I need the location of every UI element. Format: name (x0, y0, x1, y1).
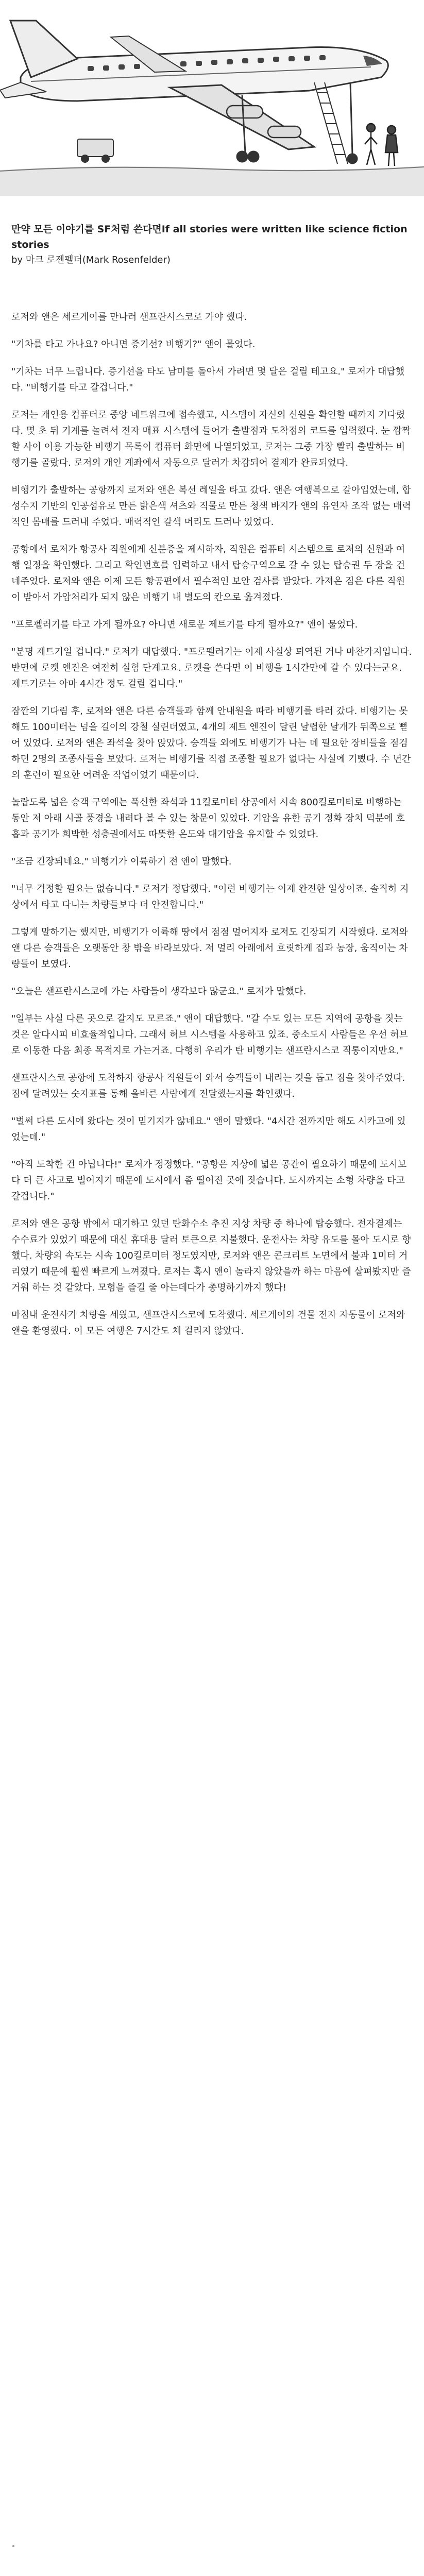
story-paragraph: 로저와 앤은 공항 밖에서 대기하고 있던 탄화수소 추진 지상 차량 중 하나에 탑승했다. 전자결제는 수수료가 있었기 때문에 대신 휴대용 달러 토큰으로 지불했다. 운전사는 차량 유도를 몰아 도시로 향했다. 차량의 속도는 시속 100킬로미터 정도였지만, 로저와 앤은 콘크리트 노면에서 불과 1미터 거리였기 때문에 훨씬 빠르게 느껴졌다. 로저는 혹시 앤이 놀라지 않았을까 하는 마음에 살펴봤지만 즐거워 하는 것 같았다. 모험을 즐길 줄 아는데다가 총명하기까지 했다! (11, 1218, 411, 1293)
hero-illustration (0, 0, 424, 196)
story-paragraph: 로저와 앤은 세르게이를 만나러 샌프란시스코로 가야 했다. (11, 312, 247, 323)
story-paragraph: "기차는 너무 느립니다. 증기선을 타도 남미를 돌아서 가려면 몇 달은 걸릴 테고요." 로저가 대답했다. "비행기를 타고 갈겁니다." (11, 366, 405, 393)
story-paragraph: "일부는 사실 다른 곳으로 갈지도 모르죠." 앤이 대답했다. "갈 수도 있는 모든 지역에 공항을 짓는 것은 알다시피 비효율적입니다. 그래서 허브 시스템을 사용하고 있죠. 중소도시 사람들은 우선 허브로 이동한 다음 최종 목적지로 가는거죠. 다행히 우리가 탄 비행기는 샌프란시스코 직통이지만요." (11, 1013, 408, 1056)
story-paragraph: "너무 걱정할 필요는 없습니다." 로저가 정답했다. "이런 비행기는 이제 완전한 일상이죠. 솔직히 지상에서 타고 다니는 차량들보다 더 안전합니다." (11, 884, 409, 910)
story-paragraph: 비행기가 출발하는 공항까지 로저와 앤은 복선 레일을 타고 갔다. 앤은 여행복으로 갈아입었는데, 합성수지 기반의 인공섬유로 만든 밝은색 셔츠와 직물로 만든 청색 바지가 앤의 유연자 조작 없는 매력적인 몸매를 드러내 주었다. 매력적인 갈색 머리도 드러나 있었다. (11, 485, 411, 528)
article-byline: by 마크 로젠펠더(Mark Rosenfelder) (11, 255, 171, 265)
story-paragraph: 그렇게 말하기는 했지만, 비행기가 이륙해 땅에서 점점 멀어지자 로저도 긴장되기 시작했다. 로저와 앤 다른 승객들은 오랫동안 창 밖을 바라보았다. 저 멀리 아래에서 흐릿하게 집과 농장, 움직이는 차량들이 보였다. (11, 927, 408, 970)
story-paragraph: "벌써 다른 도시에 왔다는 것이 믿기지가 않네요." 앤이 말했다. "4시간 전까지만 해도 시카고에 있었는데." (11, 1116, 406, 1143)
story-paragraph: 공항에서 로저가 항공사 직원에게 신분증을 제시하자, 직원은 컴퓨터 시스템으로 로저의 신원과 여행 일정을 확인했다. 그리고 확인번호를 입력하고 내서 탑승구역으로 갈 수 있는 탑승권 두 장을 건네주었다. 로저와 앤은 이제 모든 항공편에서 필수적인 보안 검사를 받았다. 가져온 짐은 다른 직원이 받아서 가압처리가 되지 않은 비행기 내 별도의 칸으로 옮겨졌다. (11, 544, 405, 603)
engine-shape (268, 126, 301, 138)
story-paragraph: "조금 긴장되네요." 비행기가 이륙하기 전 앤이 말했다. (11, 856, 232, 867)
story-paragraph: "프로펠러기를 타고 가게 될까요? 아니면 새로운 제트기를 타게 될까요?" 앤이 물었다. (11, 619, 358, 630)
story-paragraph: 마침내 운전사가 차량을 세웠고, 샌프란시스코에 도착했다. 세르게이의 건물 전자 자동물이 로저와 앤을 환영했다. 이 모든 여행은 7시간도 채 걸리지 않았다. (11, 1310, 405, 1336)
passenger-figures (365, 124, 398, 166)
boarding-stairs (314, 82, 348, 164)
story-paragraph: "기차를 타고 가나요? 아니면 증기선? 비행기?" 앤이 물었다. (11, 339, 256, 350)
story-paragraph: 잠깐의 기다림 후, 로저와 앤은 다른 승객들과 함께 안내원을 따라 비행기를 타러 갔다. 비행기는 못해도 100미터는 넘을 길이의 강철 실린더였고, 4개의 제트 엔진이 달린 날렵한 날개가 뒤쪽으로 뻗어 있었다. 로저와 앤은 좌석을 찾아 앉았다. 승객들 외에도 비행기가 나는 데 필요한 장비들을 점검하던 2명의 조종사들을 보았다. 로저는 비행기를 직접 조종할 필요가 없다는 사실에 기뻤다. 수 년간의 훈련이 필요한 어려운 작업이었기 때문이다. (11, 706, 411, 781)
airplane-illustration (0, 0, 424, 196)
engine-shape (227, 106, 263, 118)
article-title: 만약 모든 이야기를 SF처럼 쓴다면If all stories were written like science fiction stories (11, 224, 408, 250)
story-body (11, 309, 413, 1350)
story-paragraph: "오늘은 샌프란시스코에 가는 사람들이 생각보다 많군요." 로저가 말했다. (11, 986, 307, 997)
ground-vehicle (77, 139, 113, 162)
ground-shape (0, 166, 424, 196)
story-paragraph: 놀랍도록 넓은 승객 구역에는 푹신한 좌석과 11킬로미터 상공에서 시속 800킬로미터로 비행하는 동안 저 아래 시골 풍경을 내려다 볼 수 있는 창문이 있었다. 기압을 유한 공기 정화 장치 덕분에 호흡과 공기가 희박한 성층권에서도 따뜻한 온도와 대기압을 유지할 수 있었다. (11, 797, 405, 840)
story-paragraph: "아직 도착한 건 아닙니다!" 로저가 정정했다. "공항은 지상에 넓은 공간이 필요하기 때문에 도시보다 더 큰 사고로 벌어지기 때문에 도시에서 좀 떨어진 곳에 짓습니다. 도시까지는 소형 차량을 타고 갈겁니다." (11, 1159, 407, 1202)
story-paragraph: 샌프란시스코 공항에 도착하자 항공사 직원들이 와서 승객들이 내리는 것을 돕고 짐을 찾아주었다. 짐에 달려있는 숫자표를 통해 올바른 사람에게 전달했는지를 확인했다. (11, 1073, 405, 1099)
page-end-marker (12, 2545, 14, 2547)
story-paragraph: "분명 제트기일 겁니다." 로저가 대답했다. "프로펠러기는 이제 사실상 퇴역된 거나 마찬가지입니다. 반면에 로켓 엔진은 여전히 실험 단계고요. 로켓을 쓴다면 이 비행을 1시간만에 갈 수 있다는군요. 제트기로는 아마 4시간 정도 걸릴 겁니다." (11, 647, 412, 689)
story-paragraph: 로저는 개인용 컴퓨터로 중앙 네트워크에 접속했고, 시스템이 자신의 신원을 확인할 때까지 기다렸다. 몇 초 뒤 기계를 놀려서 전자 매표 시스템에 들어가 출발점과 도착점의 코드를 입력했다. 눈 깜짝할 사이 이용 가능한 비행기 목록이 컴퓨터 화면에 나열되었고, 로저는 그중 가장 빨리 출발하는 비행기를 골랐다. 로저의 개인 계좌에서 자동으로 달러가 차감되어 결제가 완료되었다. (11, 410, 411, 468)
